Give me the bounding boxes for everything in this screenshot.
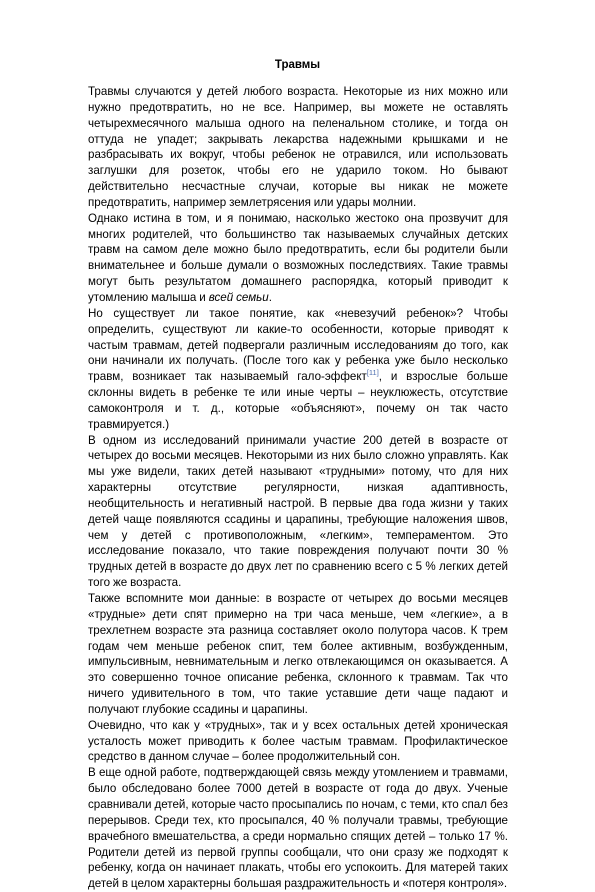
paragraph-2-text: Однако истина в том, и я понимаю, насколько жестоко она прозвучит для многих родителей, что большинство так называемых случайных детских травм на самом деле можно было предотвратить, если бы родители были внимательнее и больше думали о возможных последствиях. Такие травмы могут быть результатом домашнего распорядка, который приводит к утомлению малыша и (88, 211, 508, 304)
paragraph-2 (88, 211, 508, 306)
paragraph-2-end: . (268, 290, 272, 304)
paragraph-7: В еще одной работе, подтверждающей связь между утомлением и травмами, было обследовано более 7000 детей в возрасте от года до двух. Ученые сравнивали детей, которые часто просыпались по ночам, с теми, кто спал без перерывов. Среди тех, кто просыпался, 40 % получали травмы, требующие врачебного вмешательства, а среди нормально спящих детей – только 17 %. Родители детей из первой группы сообщали, что они сразу же подходят к ребенку, когда он начинает плакать, чтобы его успокоить. Для матерей таких детей в целом характерны большая раздражительность и «потеря контроля». (88, 766, 508, 891)
paragraph-3 (88, 306, 508, 433)
paragraph-2-emphasis: всей семьи (208, 290, 269, 304)
paragraph-5: Также вспомните мои данные: в возрасте от четырех до восьми месяцев «трудные» дети спят примерно на три часа меньше, чем «легкие», а в трехлетнем возрасте эта разница составляет около полутора часов. К трем годам чем меньше ребенок спит, тем более активным, возбужденным, импульсивным, невнимательным и легко отвлекающимся он оказывается. А это совершенно точное описание ребенка, склонного к травмам. Так что ничего удивительного в том, что такие уставшие дети чаще падают и получают глубокие ссадины и царапины. (88, 592, 508, 716)
footnote-link[interactable]: [11] (366, 368, 379, 378)
paragraph-3-end: , и взрослые больше склонны видеть в ребенке те или иные черты – неуклюжесть, отсутствие самоконтроля и т. д., которые «объясняют», почему он так часто травмируется.) (88, 370, 508, 431)
paragraph-3-text: Но существует ли такое понятие, как «невезучий ребенок»? Чтобы определить, существуют ли какие-то особенности, которые приводят к частым травмам, детей подвергали различным исследованиям до того, как они начинали их получать. (После того как у ребенка уже было несколько травм, возникает так называемый гало-эффект (88, 306, 508, 384)
document-body (88, 84, 508, 892)
paragraph-4: В одном из исследований принимали участие 200 детей в возрасте от четырех до восьми месяцев. Некоторыми из них было сложно управлять. Как мы уже видели, таких детей называют «трудными» потому, что для них характерны отсутствие регулярности, низкая адаптивность, необщительность и негативный настрой. В первые два года жизни у таких детей чаще появляются ссадины и царапины, требующие наложения швов, чем у детей с противоположным, «легким», темпераментом. Это исследование показало, что такие повреждения получают почти 30 % трудных детей в возрасте до двух лет по сравнению всего с 5 % легких детей того же возраста. (88, 433, 508, 590)
paragraph-1: Травмы случаются у детей любого возраста. Некоторые из них можно или нужно предотвратить, но не все. Например, вы можете не оставлять четырехмесячного малыша одного на пеленальном столике, и тогда он оттуда не упадет; закрывать лекарства надежными крышками и не разбрасывать их вокруг, чтобы ребенок не отравился, или использовать заглушки для розеток, чтобы его не ударило током. Но бывают действительно несчастные случаи, которые вы никак не можете предотвратить, например землетрясения или удары молнии. (88, 85, 508, 209)
paragraph-6: Очевидно, что как у «трудных», так и у всех остальных детей хроническая усталость может приводить к более частым травмам. Профилактическое средство в данном случае – более продолжительный сон. (88, 718, 508, 764)
page-title: Травмы (274, 59, 321, 71)
